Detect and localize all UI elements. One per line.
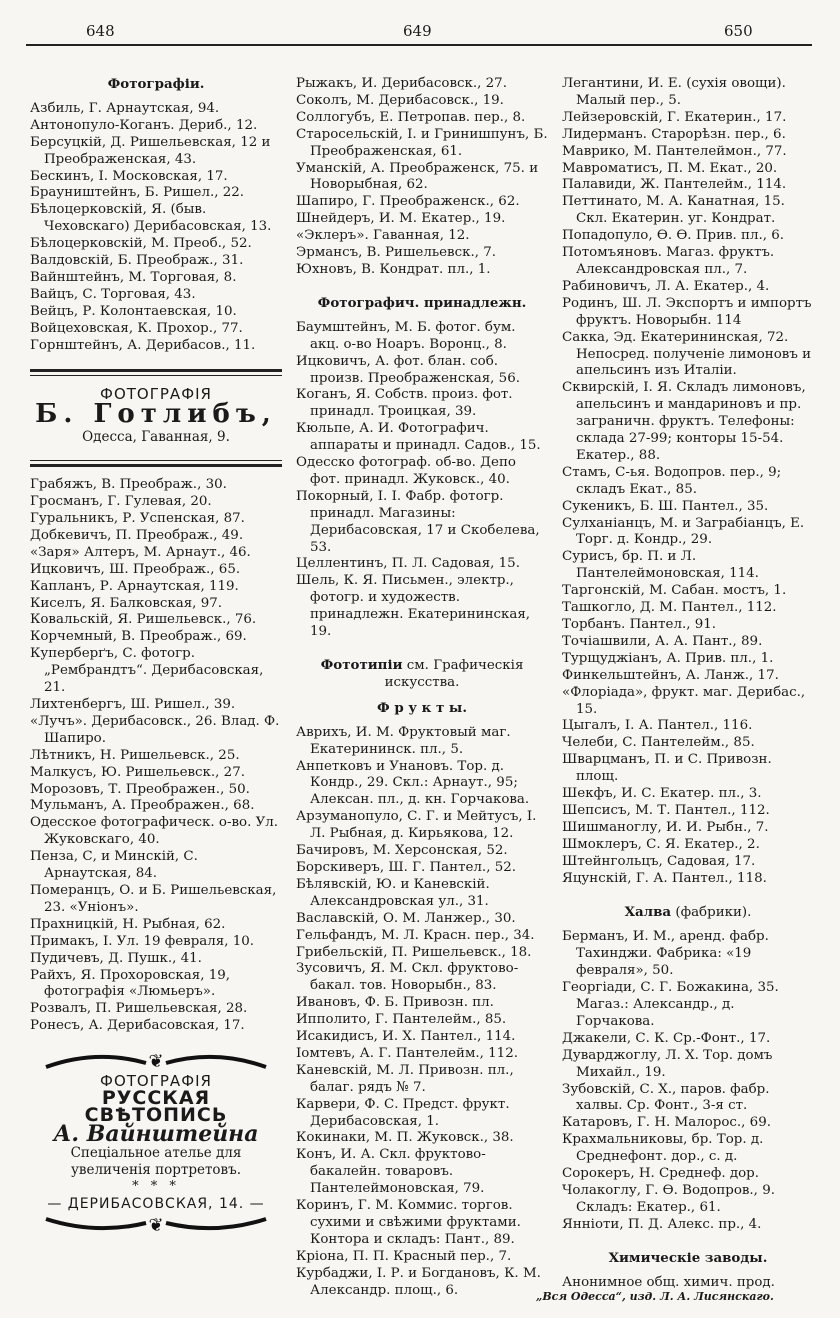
section-heading-phototype-bold: Фототипіи xyxy=(320,657,403,673)
page-number-650: 650 xyxy=(724,22,753,40)
list-item: Ташкогло, Д. М. Пантел., 112. xyxy=(562,600,777,616)
list-item: Сурисъ, бр. П. и Л. Пантелеймоновская, 114. xyxy=(562,549,759,582)
list-item: Борскиверъ, Ш. Г. Пантел., 52. xyxy=(296,859,516,875)
list-item: Петтинато, М. А. Канатная, 15. Скл. Екатерин. уг. Кондрат. xyxy=(562,194,785,227)
list-item: Рабиновичъ, Л. А. Екатер., 4. xyxy=(562,278,770,294)
ad-line-description: Спеціальное ателье для увеличенія портретовъ. xyxy=(70,1144,242,1178)
list-item: Кокинаки, М. П. Жуковск., 38. xyxy=(296,1130,514,1146)
list-item: Конъ, И. А. Скл. фруктово-бакалейн. товаровъ. Пантелеймоновская, 79. xyxy=(296,1147,486,1197)
section-heading-phototype-rest: см. Графическія искусства. xyxy=(384,658,524,690)
list-item: Берманъ, И. М., аренд. фабр. Тахинджи. Фабрика: «19 февраля», 50. xyxy=(562,929,769,979)
section-heading-photography: Фотографіи. xyxy=(107,76,205,92)
list-item: Чолакоглу, Г. Ѳ. Водопров., 9. Складъ: Екатер., 61. xyxy=(562,1183,775,1215)
list-item: Палавиди, Ж. Пантелейм., 114. xyxy=(562,177,787,193)
list-item: Ипполито, Г. Пантелейм., 85. xyxy=(296,1012,507,1028)
list-item: Сакка, Эд. Екатерининская, 72. Непосред. полученіе лимоновъ и апельсинъ изъ Италіи. xyxy=(562,329,812,379)
list-item: Рыжакъ, И. Дерибасовск., 27. xyxy=(296,76,507,91)
list-item: Бѣлоцерковскій, Я. (быв. Чеховскаго) Дерибасовская, 13. xyxy=(30,202,272,235)
list-item: Корчемный, В. Преображ., 69. xyxy=(30,629,247,645)
list-item: Зубовскій, С. Х., паров. фабр. халвы. Ср. Фонт., 3-я ст. xyxy=(562,1081,770,1114)
list-item: Сквирскій, І. Я. Складъ лимоновъ, апельсинъ и мандариновъ и пр. заграничн. фруктъ. Телефоны: склада 27-99; конторы 15-54. Екатер., 88. xyxy=(562,380,806,463)
list-item: Гельфандъ, М. Л. Красн. пер., 34. xyxy=(296,927,535,943)
advertisement-vainshtein xyxy=(30,1047,282,1236)
list-item: Стамъ, С-ья. Водопров. пер., 9; складъ Екат., 85. xyxy=(562,464,782,497)
list-item: Юхновъ, В. Кондрат. пл., 1. xyxy=(296,261,491,277)
list-item: Ваславскій, О. М. Ланжер., 30. xyxy=(296,910,516,926)
section-heading-fruits: Ф р у к т ы. xyxy=(376,699,467,716)
list-photo-supplies xyxy=(296,320,548,641)
list-item: Кюльпе, А. И. Фотографич. аппараты и принадл. Садов., 15. xyxy=(296,421,541,454)
list-item: Розвалъ, П. Ришельевская, 28. xyxy=(30,1001,248,1017)
list-item: Одесское фотографическ. о-во. Ул. Жуковскаго, 40. xyxy=(30,815,279,848)
list-item: «Заря» Алтеръ, М. Арнаут., 46. xyxy=(30,544,251,560)
list-item: Шмоклеръ, С. Я. Екатер., 2. xyxy=(562,836,760,852)
list-item: Исакидисъ, И. Х. Пантел., 114. xyxy=(296,1029,516,1045)
ad-line-photography: ФОТОГРАФІЯ xyxy=(100,1072,212,1091)
ad-line-address: — ДЕРИБАСОВСКАЯ, 14. — xyxy=(47,1195,265,1212)
list-item: Лѣтникъ, Н. Ришельевск., 25. xyxy=(30,747,240,763)
section-heading-halva-bold: Халва xyxy=(624,903,672,920)
list-item: Катаровъ, Г. Н. Малорос., 69. xyxy=(562,1115,771,1131)
list-item: Курбаджи, І. Р. и Богдановъ, К. М. Александр. площ., 6. xyxy=(296,1265,541,1298)
ad-rule xyxy=(30,369,282,372)
list-item: Примакъ, І. Ул. 19 февраля, 10. xyxy=(30,933,255,949)
list-item: Карвери, Ф. С. Предст. фрукт. Дерибасовская, 1. xyxy=(296,1096,510,1129)
list-item: Эрмансъ, В. Ришельевск., 7. xyxy=(296,245,497,261)
list-item: Пенза, С, и Минскій, С. Арнаутская, 84. xyxy=(30,849,198,882)
list-item: Добкевичъ, П. Преображ., 49. xyxy=(30,527,244,543)
header-rule xyxy=(26,44,812,46)
list-item: Родинъ, Ш. Л. Экспортъ и импортъ фруктъ. Новорыбн. 114 xyxy=(562,295,812,328)
list-item: Райхъ, Я. Прохоровская, 19, фотографія «Люмьеръ». xyxy=(30,967,231,1000)
section-heading-halva-rest: (фабрики). xyxy=(671,904,752,920)
list-item: Лейзеровскій, Г. Екатерин., 17. xyxy=(562,109,787,125)
ad-rule xyxy=(30,464,282,467)
list-item: Шишманоглу, И. И. Рыбн., 7. xyxy=(562,819,769,835)
list-item: Киселъ, Я. Балковская, 97. xyxy=(30,595,222,611)
ad-line-name: Б. Готлибъ, xyxy=(35,399,277,430)
list-item: Куперберґъ, С. фотогр. „Рембрандтъ“. Дерибасовская, 21. xyxy=(30,646,264,696)
list-item: «Эклеръ». Гаванная, 12. xyxy=(296,228,470,244)
list-item: Дуварджоглу, Л. Х. Тор. домъ Михайл., 19. xyxy=(562,1047,773,1080)
list-photography-b xyxy=(30,477,282,1035)
list-item: Мульманъ, А. Преображен., 68. xyxy=(30,798,255,814)
list-item: Кріона, П. П. Красный пер., 7. xyxy=(296,1248,512,1264)
list-item: Вейцъ, Р. Колонтаевская, 10. xyxy=(30,303,237,319)
list-item: Одесско фотограф. об-во. Депо фот. принадл. Жуковск., 40. xyxy=(296,455,516,487)
list-item: Финкельштейнъ, А. Ланж., 17. xyxy=(562,667,779,683)
list-item: Потомъяновъ. Магаз. фруктъ. Александровская пл., 7. xyxy=(562,245,775,277)
list-item: Померанцъ, О. и Б. Ришельевская, 23. «Уніонъ». xyxy=(30,882,277,915)
list-item: Соллогубъ, Е. Петропав. пер., 8. xyxy=(296,109,526,125)
list-item: Маврико, М. Пантелеймон., 77. xyxy=(562,143,787,159)
list-photography-a xyxy=(30,101,282,355)
column-649 xyxy=(296,62,548,1300)
ad-line-title: РУССКАЯ СВѢТОПИСЬ xyxy=(84,1087,228,1126)
list-item: Берсуцкій, Д. Ришельевская, 12 и Преображенская, 43. xyxy=(30,134,271,167)
list-item: Анпетковъ и Унановъ. Тор. д. Кондр., 29. Скл.: Арнаут., 95; Алексан. пл., д. кн. Горчакова. xyxy=(296,758,530,808)
list-item: Ронесъ, А. Дерибасовская, 17. xyxy=(30,1018,245,1034)
ad-line-photography: ФОТОГРАФІЯ xyxy=(100,384,212,403)
ad-rule xyxy=(30,375,282,376)
list-item: Бѣлоцерковскій, М. Преоб., 52. xyxy=(30,236,252,252)
section-heading-photo-supplies: Фотографич. принадлежн. xyxy=(317,294,527,311)
list-item: Покорный, І. І. Фабр. фотогр. принадл. Магазины: Дерибасовская, 17 и Скобелева, 53. xyxy=(296,488,540,555)
list-item: Азбиль, Г. Арнаутская, 94. xyxy=(30,100,220,116)
list-item: Зусовичъ, Я. М. Скл. фруктово-бакал. тов. Новорыбн., 83. xyxy=(296,961,519,994)
list-item: Грибельскій, П. Ришельевск., 18. xyxy=(296,944,532,960)
list-item: Мавроматисъ, П. М. Екат., 20. xyxy=(562,160,778,176)
section-heading-halva xyxy=(562,904,814,922)
list-item: Янніоти, П. Д. Алекс. пр., 4. xyxy=(562,1216,762,1232)
svg-text:❦: ❦ xyxy=(148,1051,164,1073)
ornament-top-icon xyxy=(36,1047,276,1073)
list-item: Морозовъ, Т. Преображен., 50. xyxy=(30,781,250,797)
list-item: Брауништейнъ, Б. Ришел., 22. xyxy=(30,185,245,201)
list-item: Сорокеръ, Н. Среднеф. дор. xyxy=(562,1166,759,1182)
list-fruits-cont xyxy=(562,76,814,888)
ornament-bottom-icon xyxy=(36,1213,276,1237)
list-item: Гуральникъ, Р. Успенская, 87. xyxy=(30,511,245,527)
publisher-footer: „Вся Одесса“, изд. Л. А. Лисянскаго. xyxy=(536,1290,774,1303)
list-item: Георгіади, С. Г. Божакина, 35. Магаз.: Александр., д. Горчакова. xyxy=(562,980,779,1029)
list-item: Лихтенбергъ, Ш. Ришел., 39. xyxy=(30,697,236,712)
list-item: Шепсисъ, М. Т. Пантел., 112. xyxy=(562,802,770,818)
list-item: Вайцъ, С. Торговая, 43. xyxy=(30,286,196,302)
list-item: Штейнгольцъ, Садовая, 17. xyxy=(562,853,756,869)
list-item: Торбанъ. Пантел., 91. xyxy=(562,617,717,632)
list-item: Крахмальниковы, бр. Тор. д. Среднефонт. дор., с. д. xyxy=(562,1132,764,1165)
list-item: Анонимное общ. химич. прод. xyxy=(562,1274,775,1290)
list-item: Каневскій, М. Л. Привозн. пл., балаг. рядъ № 7. xyxy=(296,1062,514,1095)
list-item: Гросманъ, Г. Гулевая, 20. xyxy=(30,494,212,510)
list-chemical-plants xyxy=(562,1275,814,1292)
list-photography-c xyxy=(296,76,548,279)
list-fruits xyxy=(296,725,548,1300)
list-item: Шель, К. Я. Письмен., электр., фотогр. и художеств. принадлежн. Екатерининская, 19. xyxy=(296,573,531,640)
section-heading-chemical-plants: Химическіе заводы. xyxy=(608,1249,768,1266)
ad-line-address: Одесса, Гаванная, 9. xyxy=(82,429,230,446)
page-number-648: 648 xyxy=(86,22,115,40)
list-item: Целлентинъ, П. Л. Садовая, 15. xyxy=(296,556,520,572)
list-item: Коринъ, Г. М. Коммис. торгов. сухими и свѣжими фруктами. Контора и складъ: Пант., 89. xyxy=(296,1198,521,1247)
list-item: Бачировъ, М. Херсонская, 52. xyxy=(296,843,508,859)
ad-line-name: А. Вайнштейна xyxy=(53,1120,259,1147)
ad-stars: * * * xyxy=(132,1178,180,1194)
column-650 xyxy=(562,62,814,1292)
list-item: Ицковичъ, Ш. Преображ., 65. xyxy=(30,561,241,577)
list-item: Капланъ, Р. Арнаутская, 119. xyxy=(30,578,239,594)
list-item: Валдовскій, Б. Преображ., 31. xyxy=(30,253,244,269)
list-item: «Флоріада», фрукт. маг. Дерибас., 15. xyxy=(562,684,806,717)
list-item: Горнштейнъ, А. Дерибасов., 11. xyxy=(30,337,256,353)
list-halva xyxy=(562,929,814,1233)
section-heading-phototype xyxy=(296,657,548,692)
list-item: Ицковичъ, А. фот. блан. соб. произв. Преображенская, 56. xyxy=(296,353,520,386)
list-item: Сукеникъ, Б. Ш. Пантел., 35. xyxy=(562,498,769,514)
list-item: Сулханіанцъ, М. и Заграбіанцъ, Е. Торг. д. Кондр., 29. xyxy=(562,515,805,548)
list-item: Шварцманъ, П. и С. Привозн. площ. xyxy=(562,752,772,785)
list-item: Бѣлявскій, Ю. и Каневскій. Александровская ул., 31. xyxy=(296,876,490,909)
list-item: Джакели, С. К. Ср.-Фонт., 17. xyxy=(562,1030,771,1046)
list-item: Легантини, И. Е. (сухія овощи). Малый пер., 5. xyxy=(562,76,786,108)
list-item: Коганъ, Я. Собств. произ. фот. принадл. Троицкая, 39. xyxy=(296,387,513,420)
list-item: Яцунскій, Г. А. Пантел., 118. xyxy=(562,870,767,886)
page-number-649: 649 xyxy=(403,22,432,40)
list-item: Шнейдеръ, И. М. Екатер., 19. xyxy=(296,211,506,227)
list-item: Лидерманъ. Старорѣзн. пер., 6. xyxy=(562,126,786,142)
list-item: Грабяжъ, В. Преображ., 30. xyxy=(30,477,227,493)
column-648 xyxy=(30,62,282,1237)
list-item: Пудичевъ, Д. Пушк., 41. xyxy=(30,950,202,966)
list-item: Турщуджіанъ, А. Прив. пл., 1. xyxy=(562,650,774,666)
list-item: Войцеховская, К. Прохор., 77. xyxy=(30,320,243,336)
list-item: Точіашвили, А. А. Пант., 89. xyxy=(562,633,763,649)
list-item: Аврихъ, И. М. Фруктовый маг. Екатерининск. пл., 5. xyxy=(296,724,511,757)
list-item: Уманскій, А. Преображенск, 75. и Новорыбная, 62. xyxy=(296,160,539,193)
list-item: Шапиро, Г. Преображенск., 62. xyxy=(296,194,520,210)
list-item: Старосельскій, І. и Гринишпунъ, Б. Преображенская, 61. xyxy=(296,126,548,159)
list-item: Антонопуло-Коганъ. Дериб., 12. xyxy=(30,117,258,133)
list-item: Ивановъ, Ф. Б. Привозн. пл. xyxy=(296,995,494,1011)
ad-rule xyxy=(30,460,282,461)
list-item: Іомтевъ, А. Г. Пантелейм., 112. xyxy=(296,1045,518,1061)
advertisement-gotlib xyxy=(30,369,282,468)
list-item: Прахницкій, Н. Рыбная, 62. xyxy=(30,916,226,932)
svg-text:❦: ❦ xyxy=(148,1214,164,1236)
list-item: Вайнштейнъ, М. Торговая, 8. xyxy=(30,269,237,285)
list-item: «Лучъ». Дерибасовск., 26. Влад. Ф. Шапиро. xyxy=(30,713,280,746)
list-item: Попадопуло, Ѳ. Ѳ. Прив. пл., 6. xyxy=(562,228,785,244)
list-item: Малкусъ, Ю. Ришельевск., 27. xyxy=(30,764,245,780)
list-item: Челеби, С. Пантелейм., 85. xyxy=(562,735,755,751)
list-item: Цыгалъ, І. А. Пантел., 116. xyxy=(562,718,753,734)
list-item: Бескинъ, І. Московская, 17. xyxy=(30,168,228,184)
list-item: Баумштейнъ, М. Б. фотог. бум. акц. о-во Ноаръ. Воронц., 8. xyxy=(296,319,516,352)
list-item: Таргонскій, М. Сабан. мостъ, 1. xyxy=(562,583,787,599)
list-item: Шекфъ, И. С. Екатер. пл., 3. xyxy=(562,786,762,802)
list-item: Арзуманопуло, С. Г. и Мейтусъ, І. Л. Рыбная, д. Кирьякова, 12. xyxy=(296,809,537,842)
list-item: Ковальскій, Я. Ришельевск., 76. xyxy=(30,612,257,628)
list-item: Соколъ, М. Дерибасовск., 19. xyxy=(296,92,504,108)
